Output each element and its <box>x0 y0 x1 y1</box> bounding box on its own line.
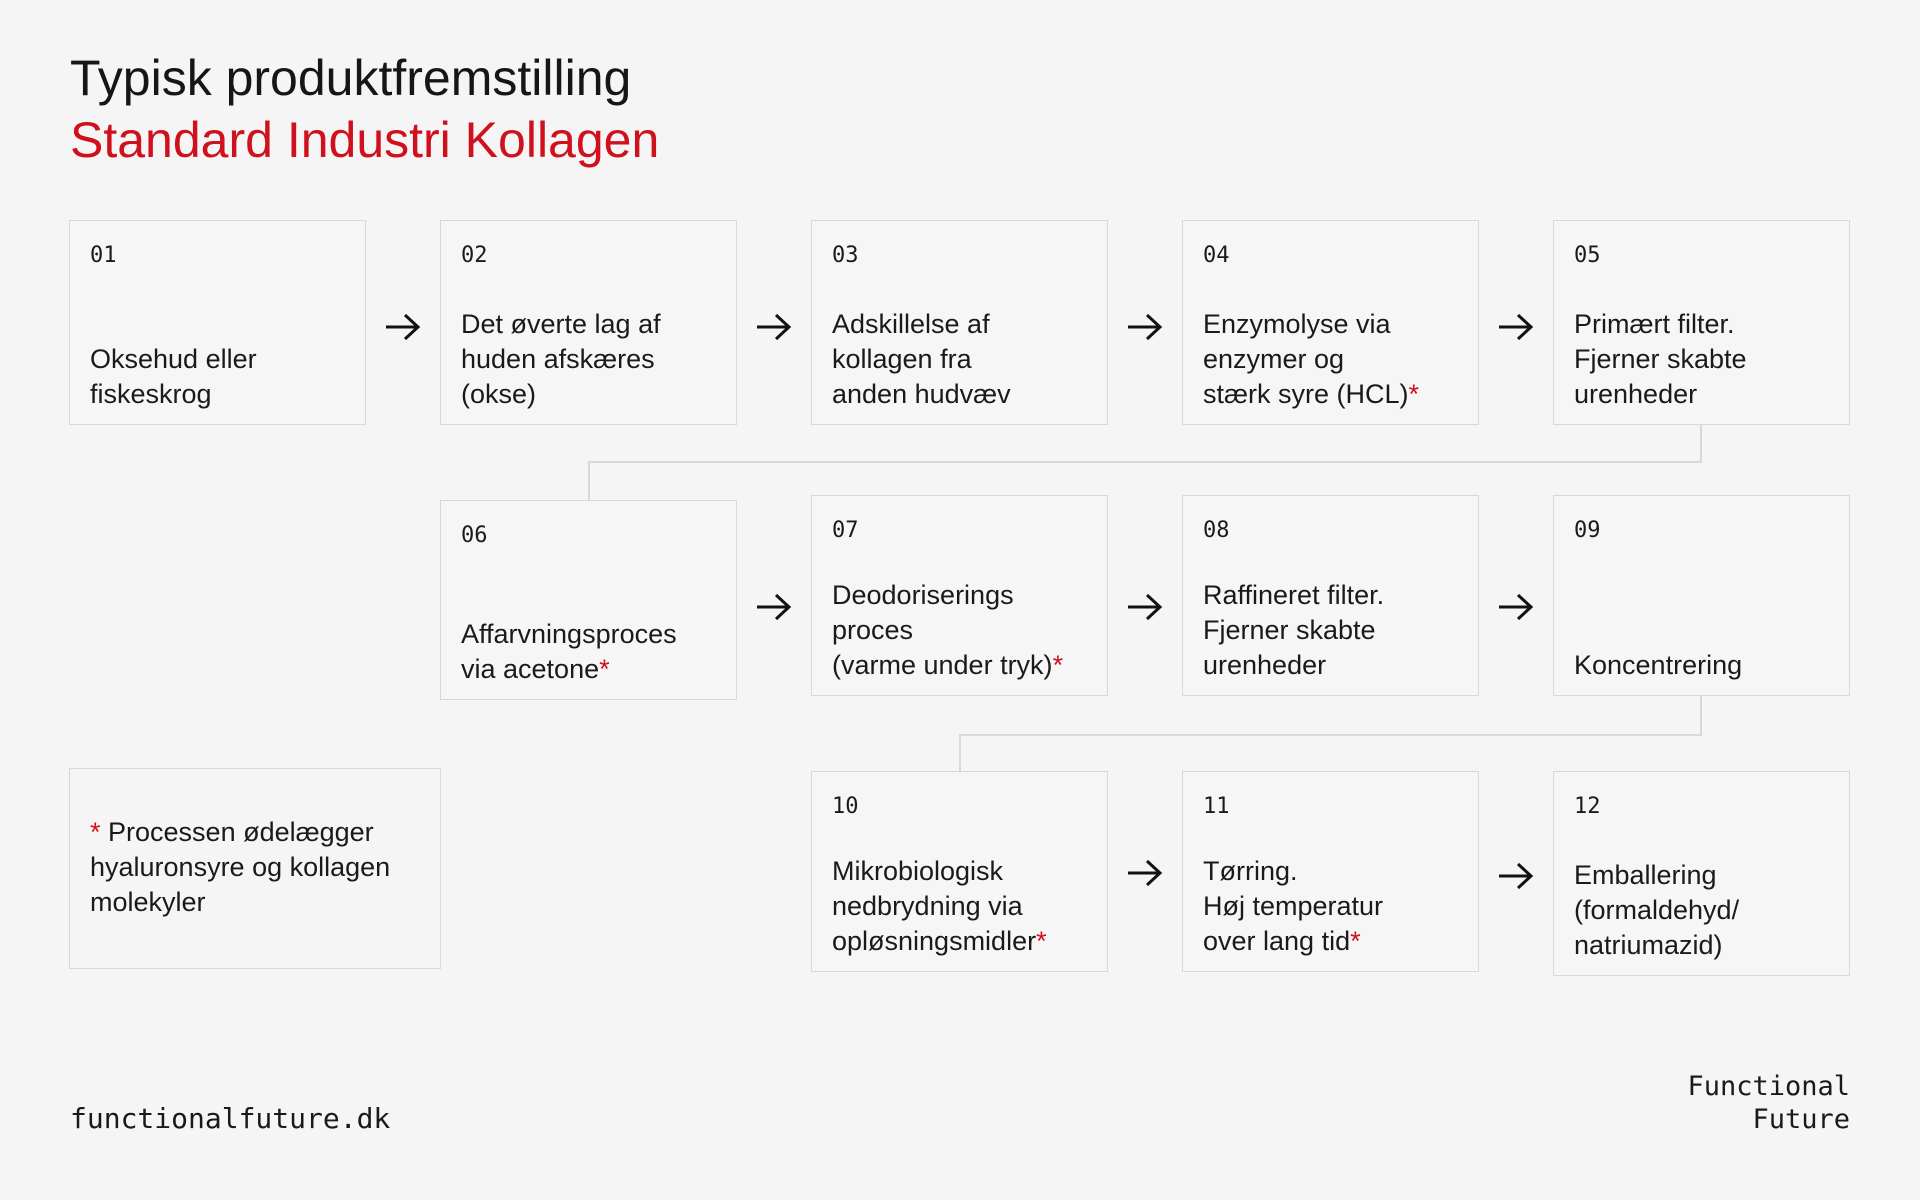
arrow-right-icon <box>1126 858 1164 888</box>
connector-line <box>588 461 1702 463</box>
step-box-05 <box>1553 220 1850 425</box>
page-title: Typisk produktfremstilling <box>70 50 632 106</box>
step-number: 10 <box>832 794 859 819</box>
step-number: 04 <box>1203 243 1230 268</box>
step-box-06 <box>440 500 737 700</box>
step-box-03 <box>811 220 1108 425</box>
step-text: Enzymolyse via enzymer og stærk syre (HCL)* <box>1203 309 1420 409</box>
step-text: Primært filter. Fjerner skabte urenheder <box>1574 309 1747 409</box>
step-box-01 <box>69 220 366 425</box>
step-box-09 <box>1553 495 1850 696</box>
connector-line <box>959 734 1702 736</box>
footnote-box <box>69 768 441 969</box>
step-text: Koncentrering <box>1574 650 1743 680</box>
step-number: 01 <box>90 243 117 268</box>
connector-line <box>1700 425 1702 462</box>
step-text: Oksehud eller fiskeskrog <box>90 344 257 409</box>
step-number: 09 <box>1574 518 1601 543</box>
step-number: 08 <box>1203 518 1230 543</box>
step-number: 05 <box>1574 243 1601 268</box>
arrow-right-icon <box>1497 861 1535 891</box>
arrow-right-icon <box>755 312 793 342</box>
step-box-12 <box>1553 771 1850 976</box>
step-number: 06 <box>461 523 488 548</box>
page-subtitle: Standard Industri Kollagen <box>70 112 660 168</box>
step-text: Deodoriserings proces (varme under tryk)* <box>832 580 1064 680</box>
arrow-right-icon <box>755 592 793 622</box>
step-text: Emballering (formaldehyd/ natriumazid) <box>1574 860 1740 960</box>
step-number: 02 <box>461 243 488 268</box>
step-text: Det øverte lag af huden afskæres (okse) <box>461 309 661 409</box>
step-text: Mikrobiologisk nedbrydning via opløsningsmidler* <box>832 856 1047 956</box>
step-text: Affarvningsproces via acetone* <box>461 619 677 684</box>
brand-logo: Functional Future <box>1687 1071 1850 1135</box>
step-number: 07 <box>832 518 859 543</box>
step-box-04 <box>1182 220 1479 425</box>
connector-line <box>959 734 961 771</box>
connector-line <box>1700 696 1702 735</box>
step-box-10 <box>811 771 1108 972</box>
step-number: 11 <box>1203 794 1230 819</box>
arrow-right-icon <box>1497 592 1535 622</box>
step-box-07 <box>811 495 1108 696</box>
arrow-right-icon <box>1497 312 1535 342</box>
step-box-02 <box>440 220 737 425</box>
footnote-text: * Processen ødelægger hyaluronsyre og kollagen molekyler <box>90 817 391 917</box>
arrow-right-icon <box>384 312 422 342</box>
step-box-08 <box>1182 495 1479 696</box>
arrow-right-icon <box>1126 592 1164 622</box>
arrow-right-icon <box>1126 312 1164 342</box>
connector-line <box>588 461 590 500</box>
step-text: Tørring. Høj temperatur over lang tid* <box>1203 856 1384 956</box>
step-box-11 <box>1182 771 1479 972</box>
step-number: 03 <box>832 243 859 268</box>
step-number: 12 <box>1574 794 1601 819</box>
step-text: Adskillelse af kollagen fra anden hudvæv <box>832 309 1011 409</box>
website-url: functionalfuture.dk <box>70 1102 391 1135</box>
step-text: Raffineret filter. Fjerner skabte urenheder <box>1203 580 1385 680</box>
